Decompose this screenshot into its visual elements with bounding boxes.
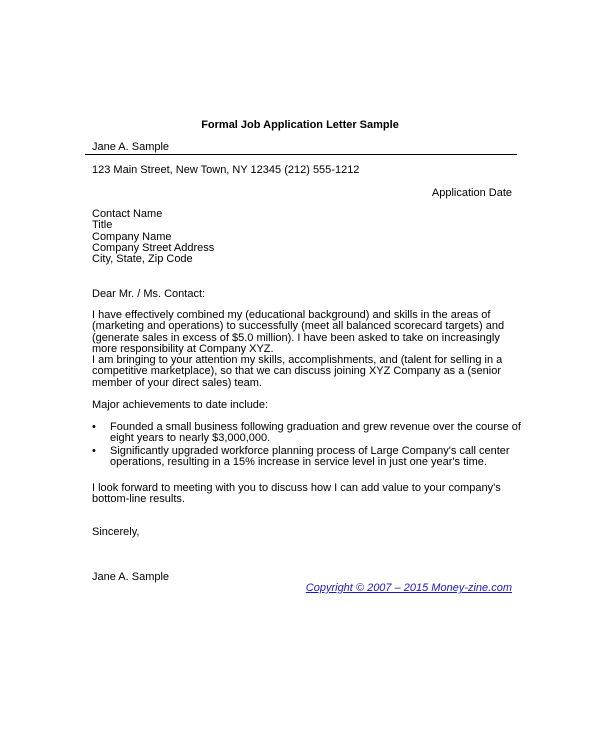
recipient-company-name: Company Name (92, 230, 172, 243)
body-paragraph-1: I have effectively combined my (educational background) and skills in the areas of (marketing and operations) to successfully (meet all balanced scorecard targets) and (generate sales in excess of $5.0 million). I have been asked to take on increasingly more responsibility at Company XYZ. (92, 309, 505, 355)
application-date: Application Date (431, 187, 512, 199)
signature-name: Jane A. Sample (92, 571, 170, 583)
recipient-contact-name: Contact Name (92, 208, 163, 220)
achievement-text: Significantly upgraded workforce planning process of Large Company's call center operations, resulting in a 15% increase in service level in just one year's time. (110, 444, 510, 468)
recipient-title: Title (92, 219, 113, 232)
salutation: Dear Mr. / Ms. Contact: (92, 288, 206, 300)
document-title: Formal Job Application Letter Sample (201, 119, 399, 131)
achievements-intro: Major achievements to date include: (92, 399, 269, 411)
header-divider (85, 154, 517, 155)
recipient-city-state-zip: City, State, Zip Code (92, 253, 193, 266)
body-paragraph-2: I am bringing to your attention my skills, accomplishments, and (talent for selling in a competitive marketplace), so that we can discuss joining XYZ Company as a (senior member of your direct sales) team. (92, 354, 503, 389)
sender-address: 123 Main Street, New Town, NY 12345 (212) 555-1212 (92, 164, 360, 176)
recipient-block (92, 209, 214, 265)
recipient-street-address: Company Street Address (92, 241, 215, 254)
body-paragraph-3: I look forward to meeting with you to discuss how I can add value to your company's bottom-line results. (92, 482, 501, 506)
sender-name: Jane A. Sample (92, 141, 170, 153)
copyright-link[interactable]: Copyright © 2007 – 2015 Money-zine.com (305, 582, 512, 594)
achievements-list (92, 422, 522, 468)
list-item (92, 422, 522, 445)
achievement-text: Founded a small business following graduation and grew revenue over the course of eight years to nearly $3,000,000. (110, 421, 521, 445)
bullet-icon: • (92, 421, 96, 433)
list-item (92, 446, 522, 469)
closing: Sincerely, (92, 526, 140, 538)
bullet-icon: • (92, 444, 96, 457)
